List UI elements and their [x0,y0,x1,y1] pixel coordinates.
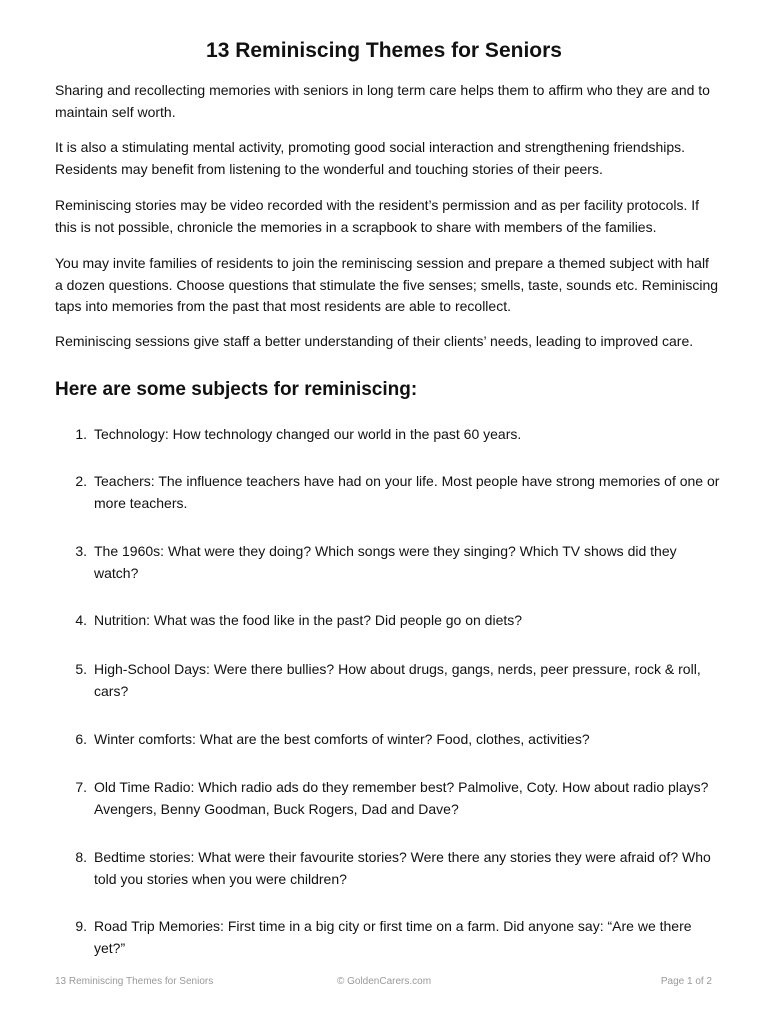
intro-paragraph: Reminiscing sessions give staff a better understanding of their clients’ needs, leading to improved care. [55,333,694,349]
list-item-number: 2. [75,473,87,489]
list-item [55,776,720,820]
list-item-text: The 1960s: What were they doing? Which songs were they singing? Which TV shows did they watch? [94,543,677,581]
list-item-number: 5. [75,661,87,677]
list-item [55,658,720,702]
list-item-number: 7. [75,779,87,795]
list-item [55,915,720,959]
list-item [55,540,720,584]
list-item [55,423,720,445]
intro-paragraph: It is also a stimulating mental activity, promoting good social interaction and strengthening friendships. Residents may benefit from listening to the wonderful and touching stories of their peers. [55,139,686,177]
list-item [55,470,720,514]
footer-page-number: Page 1 of 2 [660,976,712,987]
list-item [55,846,720,890]
list-item-text: Winter comforts: What are the best comforts of winter? Food, clothes, activities? [94,731,590,747]
section-heading: Here are some subjects for reminiscing: [55,379,418,400]
list-item-text: Bedtime stories: What were their favourite stories? Were there any stories they were afraid of? Who told you stories when you were children? [94,849,711,887]
list-item [55,609,720,631]
list-item-text: High-School Days: Were there bullies? How about drugs, gangs, nerds, peer pressure, rock & roll, cars? [94,661,701,699]
list-item-text: Nutrition: What was the food like in the past? Did people go on diets? [94,612,523,628]
list-item-number: 3. [75,543,87,559]
list-item-number: 9. [75,918,87,934]
list-item-text: Teachers: The influence teachers have had on your life. Most people have strong memories of one or more teachers. [94,473,720,511]
list-item [55,728,720,750]
list-item-text: Old Time Radio: Which radio ads do they remember best? Palmolive, Coty. How about radio plays? Avengers, Benny Goodman, Buck Rogers, Dad and Dave? [94,779,709,817]
list-item-text: Road Trip Memories: First time in a big city or first time on a farm. Did anyone say: “Are we there yet?” [94,918,692,956]
list-item-number: 4. [75,612,87,628]
intro-paragraph: You may invite families of residents to join the reminiscing session and prepare a themed subject with half a dozen questions. Choose questions that stimulate the five senses; smells, taste, sounds etc. Reminiscing taps into memories from the past that most residents are able to recollect. [55,255,719,314]
list-item-text: Technology: How technology changed our world in the past 60 years. [94,426,522,442]
intro-paragraph: Sharing and recollecting memories with seniors in long term care helps them to affirm who they are and to maintain self worth. [55,82,710,120]
list-item-number: 8. [75,849,87,865]
page-title: 13 Reminiscing Themes for Seniors [206,39,562,62]
intro-paragraph: Reminiscing stories may be video recorded with the resident’s permission and as per facility protocols. If this is not possible, chronicle the memories in a scrapbook to share with members of the families. [55,197,700,235]
list-item-number: 6. [75,731,87,747]
footer-document-title: 13 Reminiscing Themes for Seniors [55,976,214,987]
list-item-number: 1. [75,426,87,442]
footer-copyright: © GoldenCarers.com [336,976,432,987]
